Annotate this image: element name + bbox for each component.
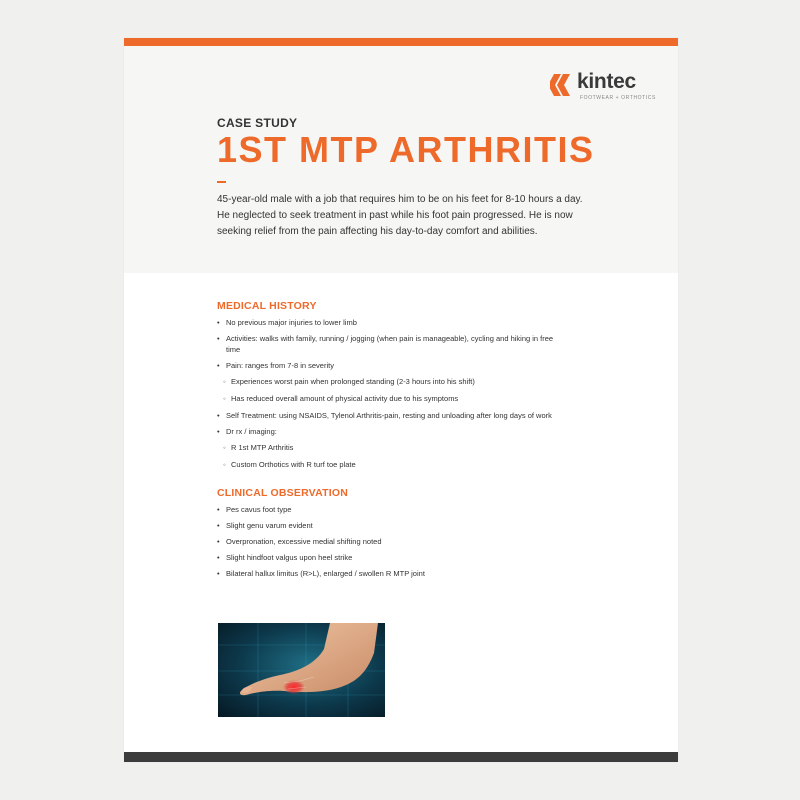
list-item-text: Has reduced overall amount of physical activity due to his symptoms — [231, 394, 459, 403]
list-item-text: Dr rx / imaging: — [226, 427, 277, 436]
bullet-icon: • — [217, 553, 220, 562]
list-item-text: Custom Orthotics with R turf toe plate — [231, 460, 356, 469]
list-item — [217, 426, 557, 437]
kintec-logo — [550, 70, 660, 106]
brand-name: kintec — [577, 70, 636, 93]
list-item — [217, 360, 557, 371]
list-item-text: Self Treatment: using NSAIDS, Tylenol Arthritis-pain, resting and unloading after long days of work — [226, 411, 552, 420]
list-item-text: Activities: walks with family, running / jogging (when pain is manageable), cycling and hiking in free time — [226, 334, 554, 354]
top-accent-bar — [124, 38, 678, 46]
case-study-page — [124, 38, 678, 762]
list-item-text: R 1st MTP Arthritis — [231, 443, 294, 452]
medical-history-heading: MEDICAL HISTORY — [217, 300, 317, 312]
content-area — [217, 300, 557, 584]
foot-xray-image — [218, 623, 385, 717]
bullet-icon: • — [217, 427, 220, 436]
title-divider — [217, 181, 226, 183]
list-item-text: Slight genu varum evident — [226, 521, 313, 530]
list-item — [217, 568, 557, 579]
sub-list-item — [217, 442, 557, 453]
list-item-text: Slight hindfoot valgus upon heel strike — [226, 553, 353, 562]
bullet-icon: • — [217, 361, 220, 370]
bullet-icon: • — [217, 334, 220, 343]
brand-tagline: FOOTWEAR + ORTHOTICS — [580, 95, 656, 101]
list-item-text: No previous major injuries to lower limb — [226, 318, 357, 327]
page-title: 1ST MTP ARTHRITIS — [217, 129, 595, 170]
list-item — [217, 552, 557, 563]
list-item-text: Pes cavus foot type — [226, 505, 292, 514]
list-item — [217, 317, 557, 328]
eyebrow-label: CASE STUDY — [217, 116, 298, 130]
sub-bullet-icon: ◦ — [223, 460, 226, 469]
sub-list-item — [217, 393, 557, 404]
bullet-icon: • — [217, 537, 220, 546]
clinical-observation-list — [217, 504, 557, 579]
list-item-text: Bilateral hallux limitus (R>L), enlarged / swollen R MTP joint — [226, 569, 425, 578]
header-panel — [124, 46, 678, 273]
bullet-icon: • — [217, 318, 220, 327]
sub-bullet-icon: ◦ — [223, 443, 226, 452]
list-item-text: Experiences worst pain when prolonged standing (2-3 hours into his shift) — [231, 377, 475, 386]
sub-bullet-icon: ◦ — [223, 394, 226, 403]
bullet-icon: • — [217, 411, 220, 420]
list-item — [217, 333, 557, 355]
list-item-text: Pain: ranges from 7-8 in severity — [226, 361, 334, 370]
medical-history-list — [217, 317, 557, 470]
bullet-icon: • — [217, 505, 220, 514]
kintec-logo-icon — [550, 74, 576, 96]
list-item — [217, 504, 557, 515]
intro-paragraph: 45-year-old male with a job that requires him to be on his feet for 8-10 hours a day. He neglected to seek treatment in past while his foot pain progressed. He is now seeking relief from the pain affecting his day-to-day comfort and abilities. — [217, 194, 583, 237]
sub-list-item — [217, 376, 557, 387]
list-item — [217, 410, 557, 421]
clinical-observation-heading: CLINICAL OBSERVATION — [217, 487, 348, 499]
list-item — [217, 536, 557, 547]
bullet-icon: • — [217, 521, 220, 530]
bottom-bar — [124, 752, 678, 762]
sub-list-item — [217, 459, 557, 470]
list-item — [217, 520, 557, 531]
list-item-text: Overpronation, excessive medial shifting noted — [226, 537, 382, 546]
bullet-icon: • — [217, 569, 220, 578]
sub-bullet-icon: ◦ — [223, 377, 226, 386]
